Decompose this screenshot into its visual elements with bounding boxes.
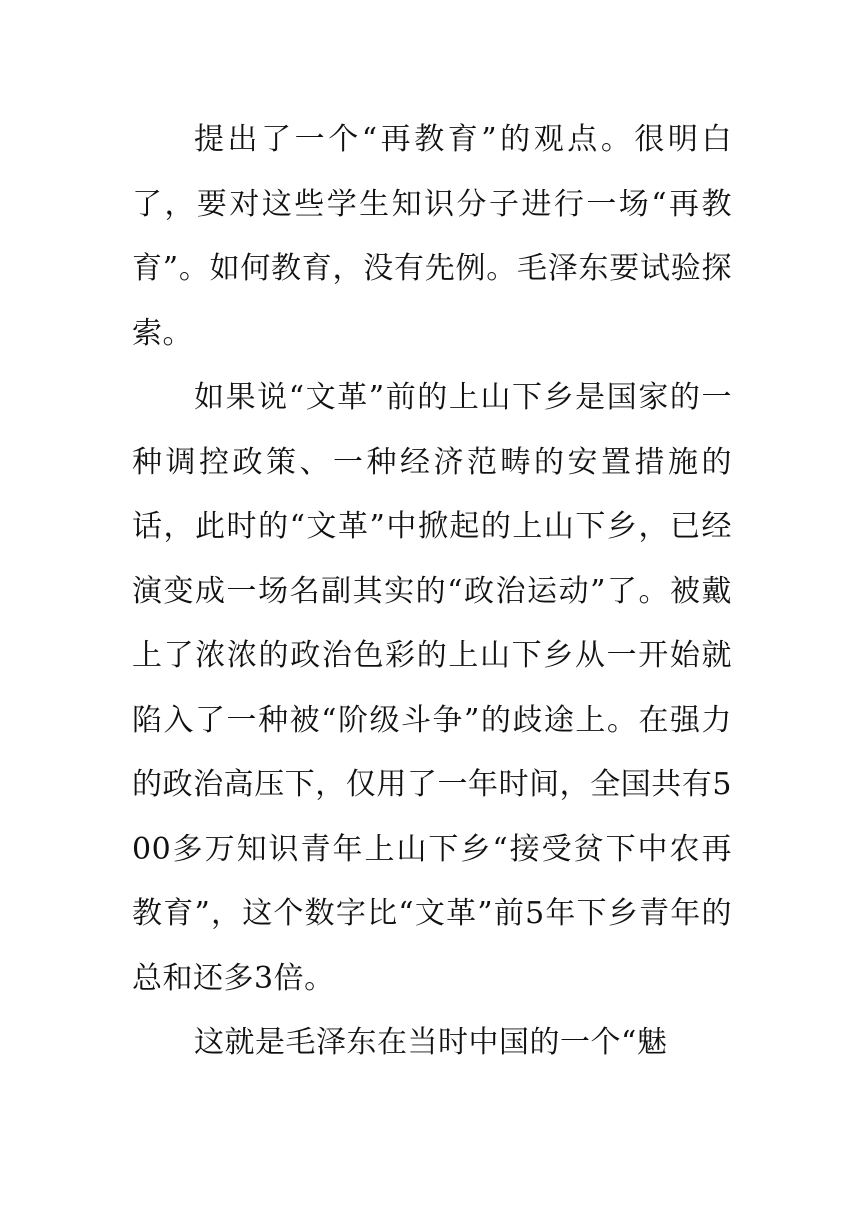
paragraph-3: 这就是毛泽东在当时中国的一个“魅: [194, 1025, 668, 1060]
paragraph-1: 提出了一个“再教育”的观点。很明白了，要对这些学生知识分子进行一场“再教育”。如何教育，没有先例。毛泽东要试验探索。: [132, 122, 732, 351]
paragraph-2: 如果说“文革”前的上山下乡是国家的一种调控政策、一种经济范畴的安置措施的话，此时的“文革”中掀起的上山下乡，已经演变成一场名副其实的“政治运动”了。被戴上了浓浓的政治色彩的上山下乡从一开始就陷入了一种被“阶级斗争”的歧途上。在强力的政治高压下，仅用了一年时间，全国共有500多万知识青年上山下乡“接受贫下中农再教育”，这个数字比“文革”前5年下乡青年的总和还多3倍。: [132, 380, 732, 996]
body-text: [132, 108, 732, 1076]
